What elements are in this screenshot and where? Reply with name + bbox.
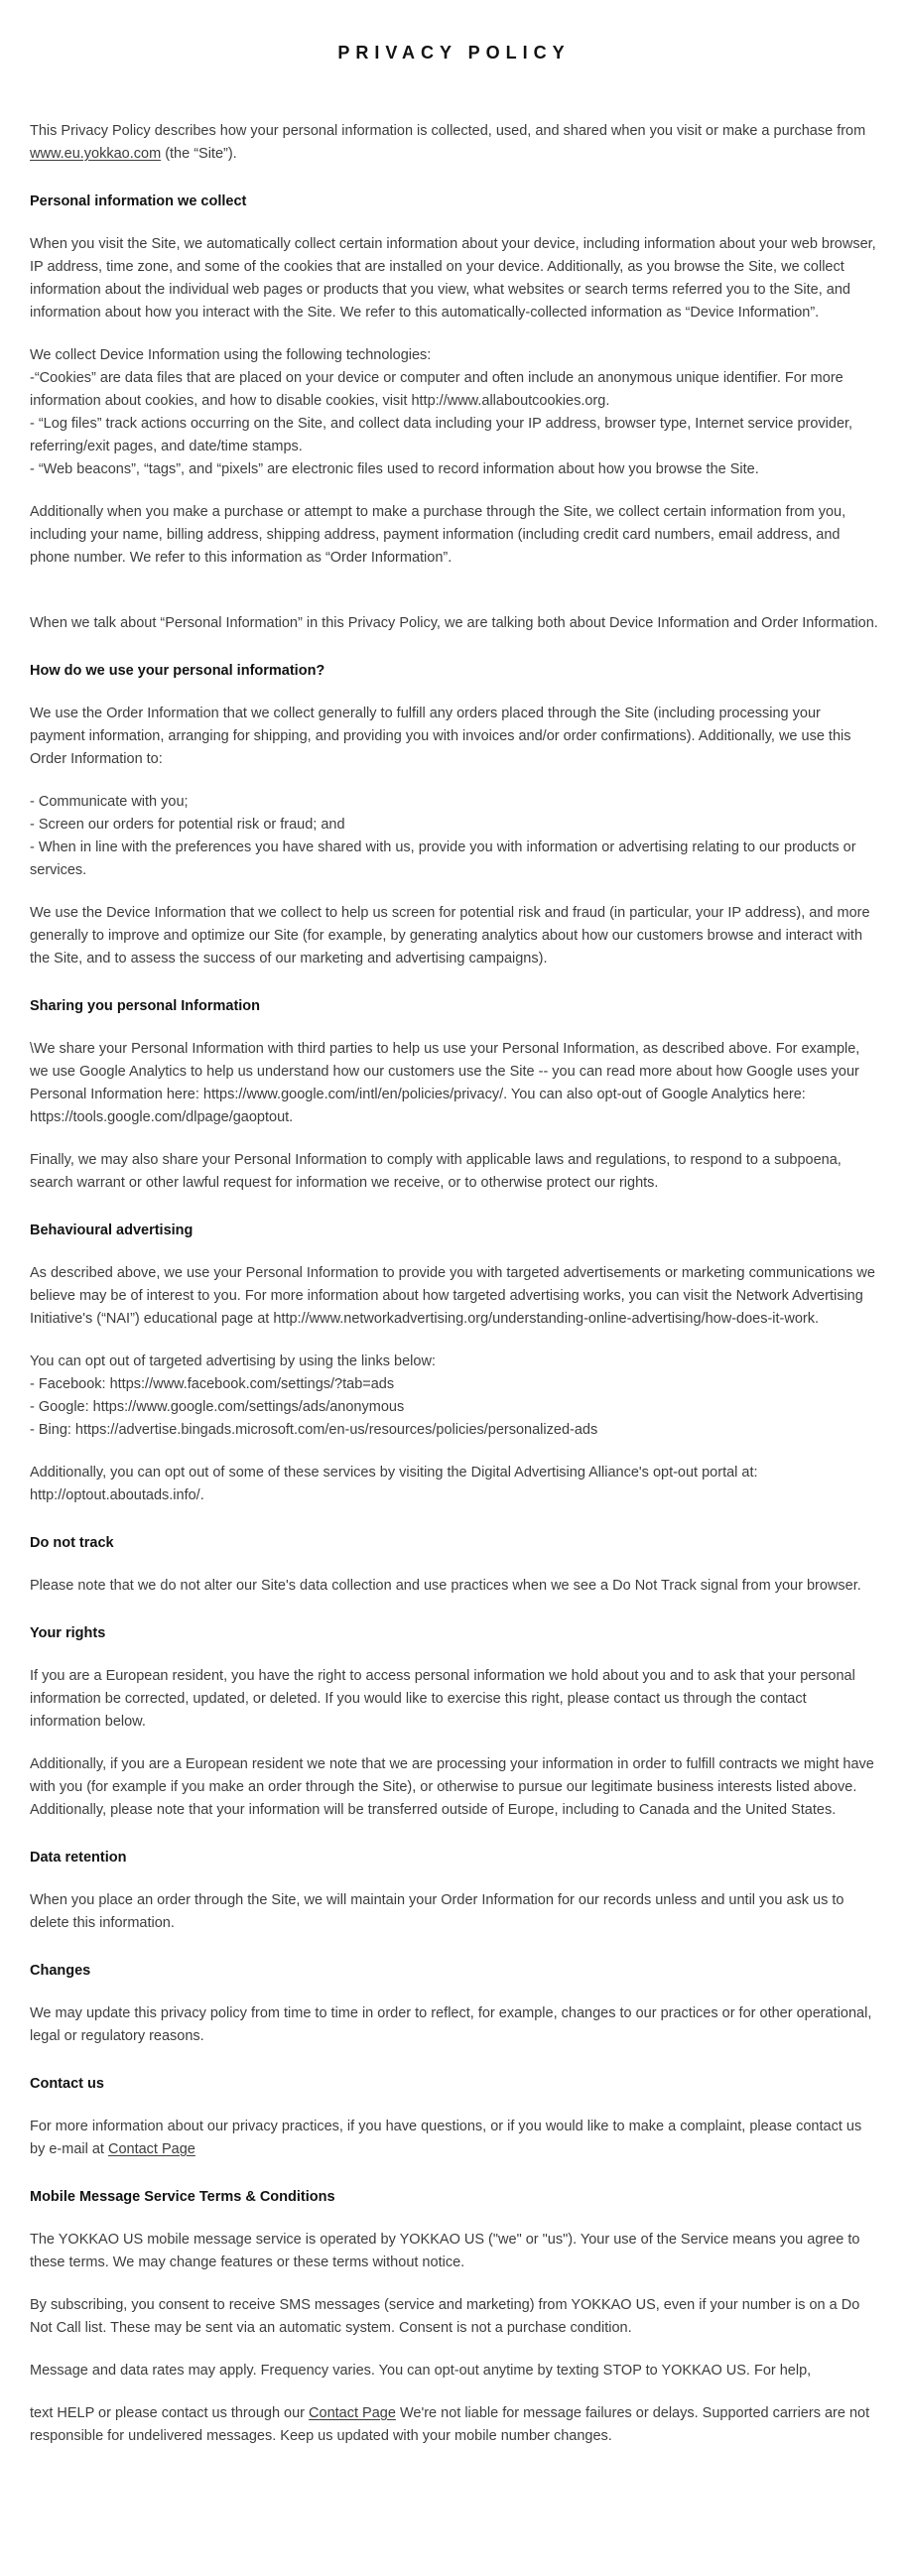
text-line (30, 1038, 878, 1129)
text-line (30, 413, 878, 458)
text-line (30, 2002, 878, 2048)
text-line (30, 1373, 878, 1396)
text-segment: - Google: https://www.google.com/settings/ads/anonymous (30, 1399, 405, 1415)
text-line (30, 902, 878, 970)
text-line (30, 2116, 878, 2161)
document-body (30, 120, 878, 2448)
text-segment: We may update this privacy policy from time to time in order to reflect, for example, changes to our practices or for other operational, legal or regulatory reasons. (30, 2005, 872, 2044)
paragraph (30, 1149, 878, 1195)
paragraph (30, 1575, 878, 1598)
contact-page-link[interactable]: Contact Page (107, 2141, 195, 2157)
paragraph (30, 120, 878, 166)
text-segment: text HELP or please contact us through our (30, 2405, 310, 2421)
paragraph (30, 344, 878, 481)
paragraph (30, 1665, 878, 1734)
paragraph (30, 2294, 878, 2340)
paragraph (30, 1038, 878, 1129)
text-segment: (the “Site”). (161, 146, 237, 162)
section-heading: Personal information we collect (30, 193, 247, 209)
text-segment: For more information about our privacy practices, if you have questions, or if you would like to make a complaint, please contact us by e-mail at (30, 2119, 862, 2157)
text-line (30, 837, 878, 882)
text-line (30, 791, 878, 814)
text-segment: If you are a European resident, you have the right to access personal information we hold about you and to ask that your personal information be corrected, updated, or deleted. If you would like to exercise this right, please contact us through the contact information below. (30, 1668, 855, 1730)
text-line (30, 2229, 878, 2274)
text-segment: Message and data rates may apply. Frequency varies. You can opt-out anytime by texting STOP to YOKKAO US. For help, (30, 2363, 812, 2379)
section-heading: Sharing you personal Information (30, 998, 261, 1014)
text-line (30, 120, 878, 166)
section-heading: Changes (30, 1963, 91, 1979)
text-line (30, 233, 878, 324)
text-line (30, 458, 878, 481)
text-line (30, 1396, 878, 1419)
paragraph (30, 612, 878, 635)
text-segment: We use the Device Information that we collect to help us screen for potential risk and fraud (in particular, your IP address), and more generally to improve and optimize our Site (for example, by generating analytics about how our customers browse and interact with the Site, and to assess the success of our marketing and advertising campaigns). (30, 905, 870, 966)
text-segment: - Screen our orders for potential risk or fraud; and (30, 817, 345, 833)
contact-page-link-2[interactable]: Contact Page (309, 2405, 396, 2421)
text-segment: When we talk about “Personal Information” in this Privacy Policy, we are talking both about Device Information and Order Information. (30, 615, 878, 631)
text-segment: Please note that we do not alter our Site's data collection and use practices when we see a Do Not Track signal from your browser. (30, 1578, 861, 1594)
paragraph (30, 233, 878, 324)
paragraph (30, 902, 878, 970)
text-segment: Additionally when you make a purchase or attempt to make a purchase through the Site, we collect certain information from you, including your name, billing address, shipping address, payment information (including credit card numbers, email address, and phone number. We refer to this information as “Order Information”. (30, 504, 846, 566)
text-segment: You can opt out of targeted advertising by using the links below: (30, 1353, 436, 1369)
text-line (30, 1262, 878, 1331)
paragraph (30, 2116, 878, 2161)
paragraph (30, 2229, 878, 2274)
paragraph (30, 1753, 878, 1822)
paragraph (30, 2402, 878, 2448)
text-segment: \We share your Personal Information with third parties to help us use your Personal Information, as described above. For example, we use Google Analytics to help us understand how our customers use the Site -- you can read more about how Google uses your Personal Information here: https://www.google.com/intl/en/policies/privacy/. You can also opt-out of Google Analytics here: https://tools.google.com/dlpage/gaoptout. (30, 1041, 860, 1125)
text-line (30, 1149, 878, 1195)
text-segment: Finally, we may also share your Personal Information to comply with applicable laws and regulations, to respond to a subpoena, search warrant or other lawful request for information we receive, or to otherwise protect our rights. (30, 1152, 842, 1191)
section-heading: Mobile Message Service Terms & Conditions (30, 2189, 335, 2205)
text-segment: By subscribing, you consent to receive SMS messages (service and marketing) from YOKKAO US, even if your number is on a Do Not Call list. These may be sent via an automatic system. Consent is not a purchase condition. (30, 2297, 860, 2336)
text-segment: - Bing: https://advertise.bingads.microsoft.com/en-us/resources/policies/personalized-ads (30, 1422, 598, 1438)
section-heading: Data retention (30, 1850, 127, 1866)
paragraph (30, 1889, 878, 1935)
text-segment: As described above, we use your Personal Information to provide you with targeted advertisements or marketing communications we believe may be of interest to you. For more information about how targeted advertising works, you can visit the Network Advertising Initiative's (“NAI”) educational page at http://www.networkadvertising.org/understanding-online-advertising/how-does-it-work. (30, 1265, 875, 1327)
text-segment: Additionally, if you are a European resident we note that we are processing your information in order to fulfill contracts we might have with you (for example if you make an order through the Site), or otherwise to pursue our legitimate business interests listed above. Additionally, please note that your information will be transferred outside of Europe, including to Canada and the United States. (30, 1756, 874, 1818)
text-segment: This Privacy Policy describes how your personal information is collected, used, and shared when you visit or make a purchase from (30, 123, 866, 139)
text-segment: When you visit the Site, we automatically collect certain information about your device, including information about your web browser, IP address, time zone, and some of the cookies that are installed on your device. Additionally, as you browse the Site, we collect information about the individual web pages or products that you view, what websites or search terms referred you to the Site, and information about how you interact with the Site. We refer to this automatically-collected information as “Device Information”. (30, 236, 876, 321)
text-segment: When you place an order through the Site, we will maintain your Order Information for our records unless and until you ask us to delete this information. (30, 1892, 844, 1931)
text-line (30, 2402, 878, 2448)
paragraph (30, 501, 878, 570)
section-heading: Your rights (30, 1625, 106, 1641)
text-segment: We're not liable for message failures or delays. Supported carriers are not responsible for undelivered messages. Keep us updated with your mobile number changes. (30, 2405, 870, 2444)
text-line (30, 1889, 878, 1935)
text-segment: We collect Device Information using the following technologies: (30, 347, 432, 363)
text-line (30, 1665, 878, 1734)
text-line (30, 501, 878, 570)
text-line (30, 1575, 878, 1598)
text-line (30, 814, 878, 837)
text-line (30, 344, 878, 367)
paragraph (30, 1262, 878, 1331)
text-line (30, 1419, 878, 1442)
text-line (30, 703, 878, 771)
text-line (30, 2360, 878, 2383)
paragraph (30, 791, 878, 882)
paragraph (30, 1351, 878, 1442)
text-segment: - “Web beacons”, “tags”, and “pixels” are electronic files used to record information about how you browse the Site. (30, 461, 759, 477)
paragraph (30, 703, 878, 771)
section-heading: How do we use your personal information? (30, 663, 325, 679)
section-heading: Contact us (30, 2076, 104, 2092)
text-line (30, 2294, 878, 2340)
paragraph (30, 1462, 878, 1507)
paragraph (30, 2360, 878, 2383)
text-line (30, 367, 878, 413)
text-segment: - Communicate with you; (30, 794, 189, 810)
text-segment: Additionally, you can opt out of some of these services by visiting the Digital Advertising Alliance's opt-out portal at: http://optout.aboutads.info/. (30, 1465, 758, 1503)
text-segment: We use the Order Information that we collect generally to fulfill any orders placed through the Site (including processing your payment information, arranging for shipping, and providing you with invoices and/or order confirmations). Additionally, we use this Order Information to: (30, 706, 851, 767)
text-line (30, 612, 878, 635)
section-heading: Do not track (30, 1535, 114, 1551)
page-title: PRIVACY POLICY (337, 43, 571, 63)
text-line (30, 1351, 878, 1373)
text-segment: The YOKKAO US mobile message service is operated by YOKKAO US ("we" or "us"). Your use of the Service means you agree to these terms. We may change features or these terms without notice. (30, 2232, 860, 2270)
text-segment: - Facebook: https://www.facebook.com/settings/?tab=ads (30, 1376, 395, 1392)
text-segment: -“Cookies” are data files that are placed on your device or computer and often include an anonymous unique identifier. For more information about cookies, and how to disable cookies, visit http://www.allaboutcookies.org. (30, 370, 843, 409)
site-url-link[interactable]: www.eu.yokkao.com (30, 146, 162, 162)
text-line (30, 1753, 878, 1822)
text-segment: - “Log files” track actions occurring on the Site, and collect data including your IP address, browser type, Internet service provider, referring/exit pages, and date/time stamps. (30, 416, 853, 454)
section-heading: Behavioural advertising (30, 1223, 194, 1238)
paragraph (30, 2002, 878, 2048)
text-segment: - When in line with the preferences you have shared with us, provide you with information or advertising relating to our products or services. (30, 839, 856, 878)
text-line (30, 1462, 878, 1507)
